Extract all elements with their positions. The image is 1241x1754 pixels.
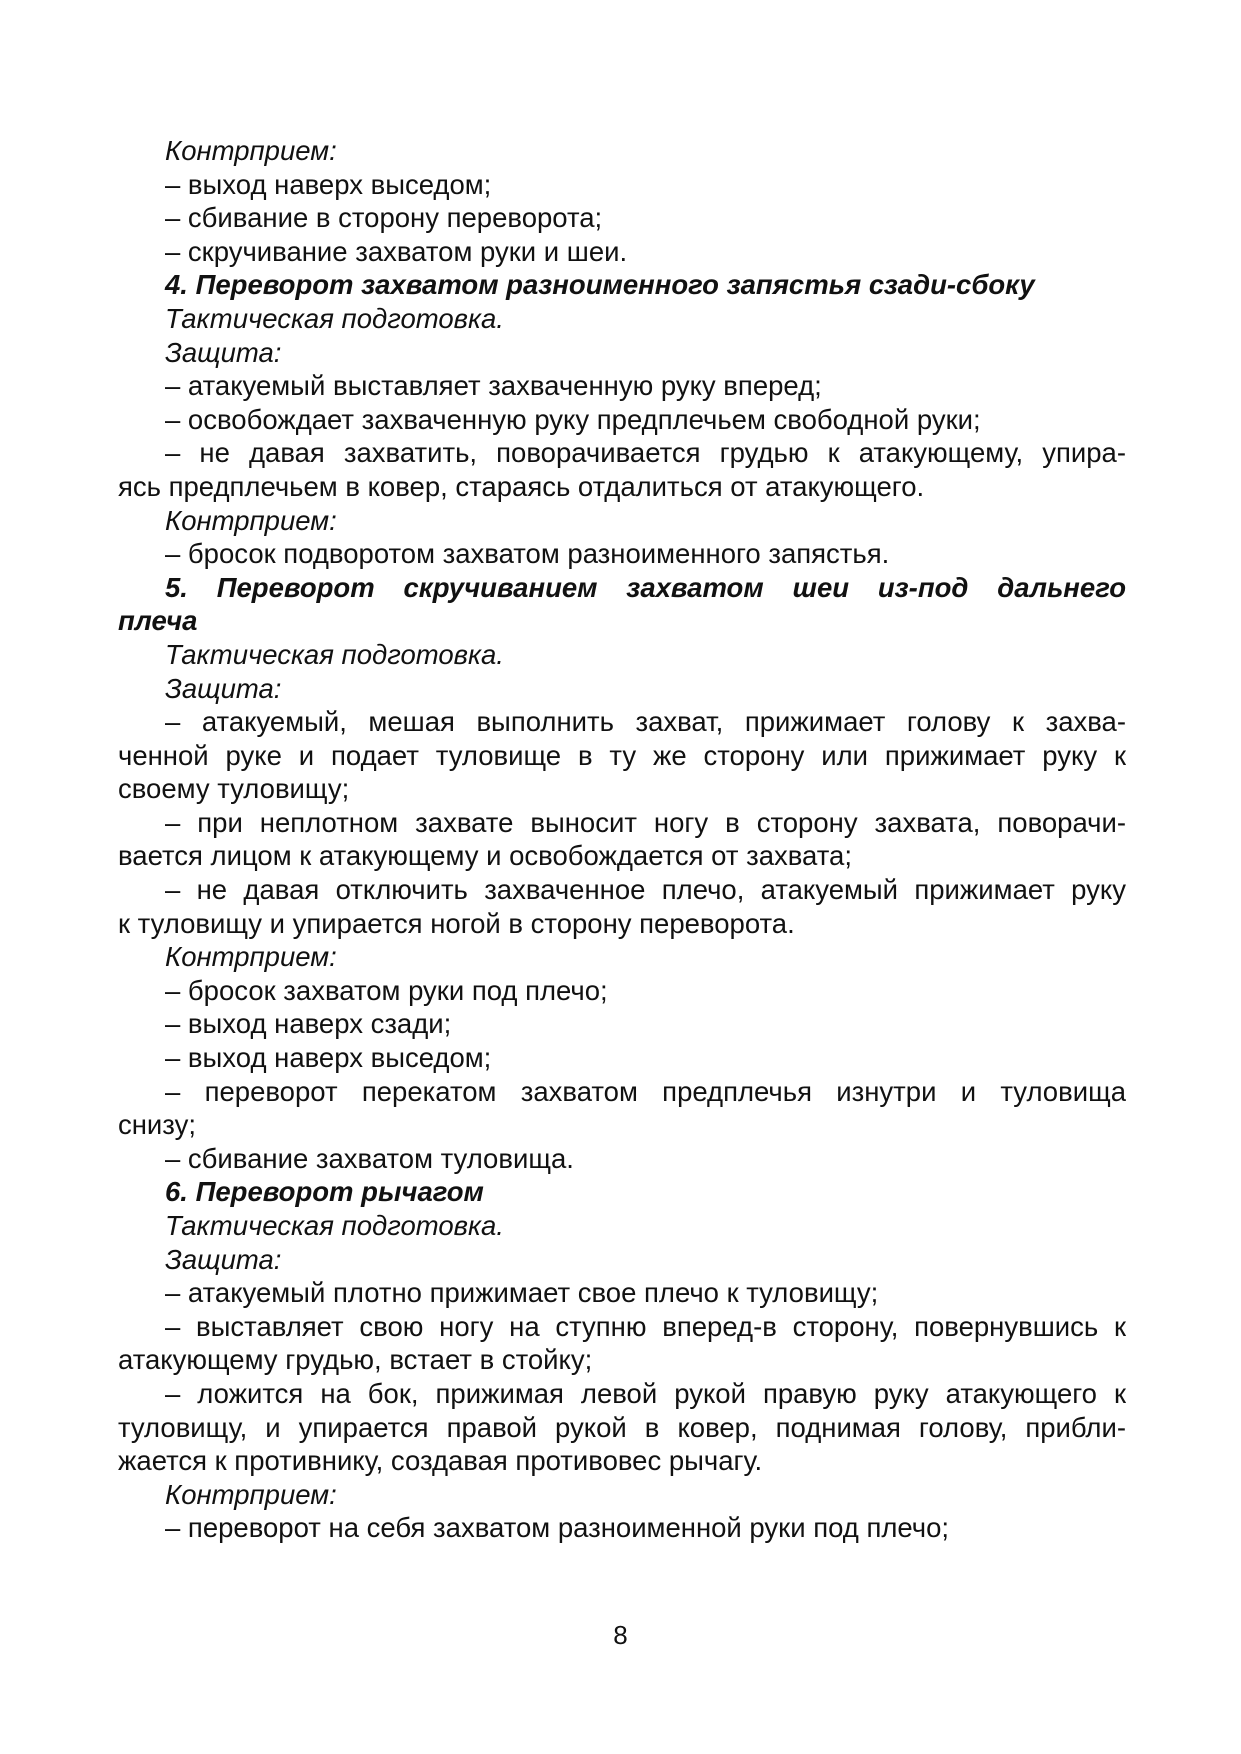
section-heading-4: 4. Переворот захватом разноименного запястья сзади-сбоку [165,269,1035,301]
section-heading-5-cont: плеча [118,605,198,637]
paragraph-line: своему туловищу; [118,773,350,805]
paragraph-line: атакующему грудью, встает в стойку; [118,1344,593,1376]
paragraph-line: – выставляет свою ногу на ступню вперед-в сторону, повернувшись к [165,1310,1126,1342]
list-item: – бросок захватом руки под плечо; [165,974,608,1006]
counter-heading: Контрприем: [165,1478,337,1510]
list-item: – освобождает захваченную руку предплечьем свободной руки; [165,403,981,435]
paragraph-line: к туловищу и упирается ногой в сторону переворота. [118,907,795,939]
paragraph-line: – не давая захватить, поворачивается грудью к атакующему, упира- [165,437,1126,469]
list-item: – скручивание захватом руки и шеи. [165,235,628,267]
section-heading-6: 6. Переворот рычагом [165,1176,484,1208]
paragraph-line: снизу; [118,1109,196,1141]
page-number: 8 [613,1620,628,1650]
list-item: – выход наверх сзади; [165,1008,452,1040]
paragraph-line: вается лицом к атакующему и освобождается от захвата; [118,840,852,872]
paragraph-line: жается к противнику, создавая противовес рычагу. [118,1445,763,1477]
tactics-heading: Тактическая подготовка. [165,1210,504,1241]
section-heading-5: 5. Переворот скручиванием захватом шеи из-под дальнего [165,571,1126,603]
counter-heading: Контрприем: [165,504,337,536]
tactics-heading: Тактическая подготовка. [165,638,504,670]
tactics-heading: Тактическая подготовка. [165,302,504,334]
paragraph-line: – при неплотном захвате выносит ногу в сторону захвата, поворачи- [165,806,1126,838]
list-item: – бросок подворотом захватом разноименного запястья. [165,538,890,570]
list-item: – сбивание захватом туловища. [165,1142,574,1174]
defense-heading: Защита: [165,672,282,704]
paragraph-line: ясь предплечьем в ковер, стараясь отдалиться от атакующего. [118,470,925,502]
list-item: – атакуемый выставляет захваченную руку вперед; [165,370,822,402]
paragraph-line: – не давая отключить захваченное плечо, атакуемый прижимает руку [165,874,1126,906]
list-item: – атакуемый плотно прижимает свое плечо к туловищу; [165,1277,879,1309]
list-item: – выход наверх выседом; [165,168,492,200]
defense-heading: Защита: [165,1243,282,1275]
counter-heading: Контрприем: [165,941,337,973]
list-item: – переворот на себя захватом разноименной руки под плечо; [165,1512,950,1544]
paragraph-line: туловищу, и упирается правой рукой в ковер, поднимая голову, прибли- [118,1411,1126,1443]
defense-heading: Защита: [165,336,282,368]
paragraph-line: ченной руке и подает туловище в ту же сторону или прижимает руку к [118,739,1126,771]
paragraph-line: – ложится на бок, прижимая левой рукой правую руку атакующего к [165,1377,1126,1409]
list-item: – выход наверх выседом; [165,1042,492,1074]
paragraph-line: – атакуемый, мешая выполнить захват, прижимает голову к захва- [165,706,1126,738]
paragraph-line: – переворот перекатом захватом предплечья изнутри и туловища [165,1075,1126,1107]
list-item: – сбивание в сторону переворота; [165,202,603,234]
counter-heading: Контрприем: [165,135,337,166]
page-content [118,134,1126,1545]
